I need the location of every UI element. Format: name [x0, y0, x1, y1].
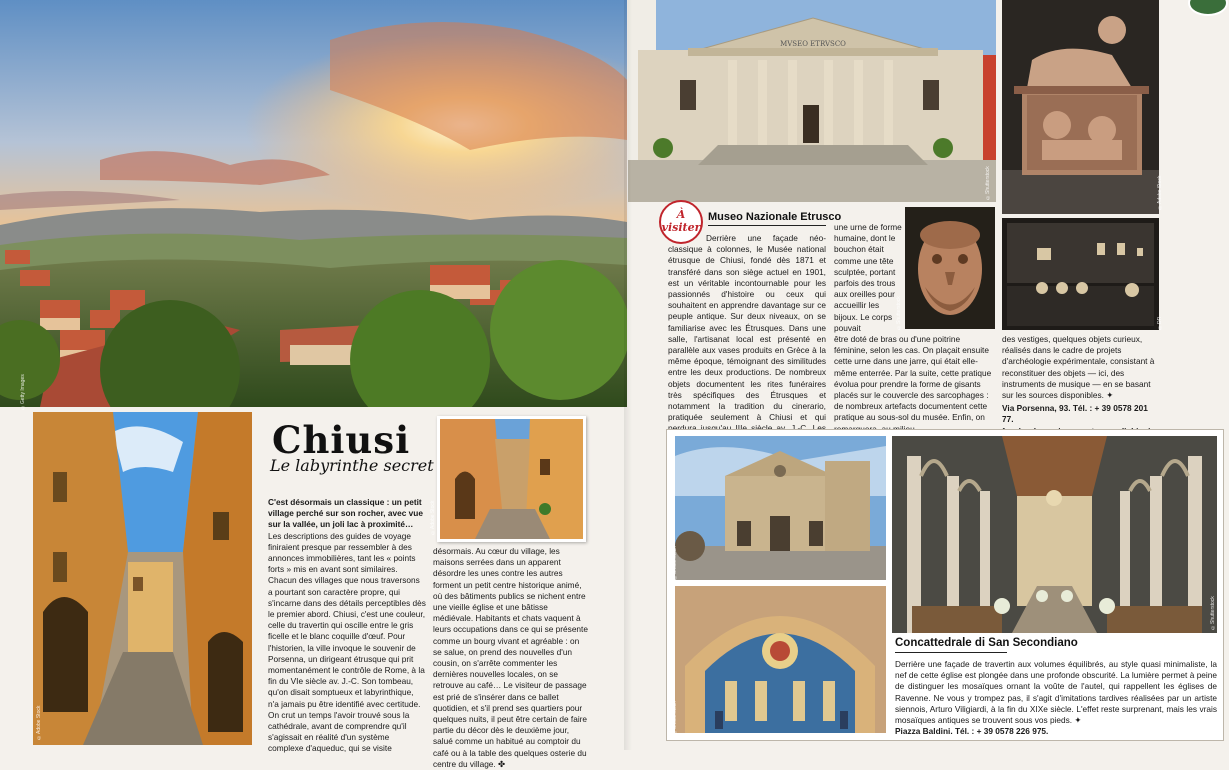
urn-photo: [1002, 0, 1159, 214]
photo-credit: ©Adobe Stock: [430, 500, 436, 535]
photo-credit: ©Getty Images: [20, 374, 26, 410]
photo-credit: ©Shutterstock: [985, 166, 991, 200]
museum-column-3: [1002, 334, 1160, 437]
museum-address: Via Porsenna, 93. Tél. : + 39 0578 201 77.: [1002, 403, 1148, 425]
cathedral-title: Concattedrale di San Secondiano: [895, 637, 1078, 649]
street-photo: [437, 416, 586, 542]
church-photo: [675, 436, 886, 580]
museum-text-2a: une urne de forme humaine, dont le bouchon était comme une tête sculptée, portant parfois des trous aux oreilles pour accueillir les bijoux. Le corps pouvait: [834, 222, 902, 333]
photo-credit: ©Shutterstock: [672, 546, 678, 580]
cathedral-title-rule: [895, 652, 1007, 653]
article-subtitle: Le labyrinthe secret: [270, 456, 434, 475]
mosaic-photo: [675, 586, 886, 733]
cathedral-address: Piazza Baldini. Tél. : + 39 0578 226 975.: [895, 726, 1049, 737]
cathedral-text: Derrière une façade de travertin aux volumes équilibrés, au style quasi minimaliste, la nef de cette église est plongée dans une profonde obscurité. La lumière permet à peine de distinguer les mosaïques ornant la voûte de l'autel, qui rappellent les églises de Ravenne. Ne vous y trompez pas, il s'agit d'imitations tardives réalisées par un artiste siennois, Arturo Viligiardi, à la fin du XIXe siècle. L'effet reste surprenant, mais les vrais mosaïques antiques se trouvent sous vos pieds. ✦: [895, 659, 1217, 726]
page-fold: [624, 0, 632, 750]
museum-pediment-text: MVSEO ETRVSCO: [780, 40, 846, 48]
museum-column-2b: [834, 334, 994, 435]
article-body-2: désormais. Au cœur du village, les maisons serrées dans un apparent désordre les unes contre les autres forment un petit centre historique animé, où des bâtiments publics se nichent entre une vieille église et une bâtisse médiévale. Habitants et chats vaquent à leurs occupations dans ce qui se présente comme un bourg vivant et agréable : on se salue, on prend des nouvelles d'un cousin, on s'arrête commenter les dernières nouvelles locales, on se retrouve au café… Le visiteur de passage est prié de s'insérer dans ce ballet quotidien, et s'il prend ses quartiers pour quelques nuits, il peut être certain de faire partie du décor dès le deuxième jour, salué comme un habitué au comptoir du café ou à la table des quelques osterie du centre du village. ✤: [433, 546, 588, 769]
article-lead: C'est désormais un classique : un petit village perché sur son rocher, avec vue sur la vallée, un joli lac à proximité…: [268, 497, 423, 530]
head-sculpture-photo: [905, 207, 995, 329]
museum-column-2a: [834, 222, 902, 334]
nave-photo: [892, 436, 1217, 633]
article-column-1: [268, 497, 426, 755]
museum-text-2b: être doté de bras ou d'une poitrine féminine, selon les cas. On plaçait ensuite cette urne dans une jarre, qui était elle-même enterrée. Par la suite, cette pratique évolua pour prendre la forme de gisants placés sur le couvercle des sarcophages : de nombreux artefacts documentent cette pratique au sous-sol du musée. Enfin, on: [834, 334, 992, 423]
alley-photo: [33, 412, 252, 745]
museum-title: Museo Nazionale Etrusco: [708, 211, 842, 223]
museum-text-3: des vestiges, quelques objets curieux, réalisés dans le cadre de projets d'archéologie expérimentale, consistant à reconstituer des objets — ici, des instruments de musique — en se basant sur les sources disponibles. ✦: [1002, 334, 1155, 401]
badge-line-1: À: [676, 208, 686, 221]
museum-column-1: [668, 233, 826, 446]
photo-credit: ©Adobe Stock: [1157, 175, 1163, 210]
photo-credit: ©Shutterstock: [672, 701, 678, 735]
cathedral-text-block: [895, 659, 1217, 737]
photo-credit: ©DR: [1157, 316, 1163, 330]
corner-logo-icon: [1188, 0, 1228, 16]
article-title: Chiusi: [272, 418, 411, 462]
photo-credit: ©Shutterstock: [896, 296, 902, 330]
vitrine-photo: [1002, 218, 1159, 330]
museum-text-1: Derrière une façade néo-classique à colonnes, le Musée national étrusque de Chiusi, fondé dès 1871 et transféré dans son siège actuel en 1901, est un véritable incontournable pour les passionnés d'histoire ou ceux qui souhaitent en apprendre davantage sur ce peuple antique. Sur deux niveaux, on se familiarise avec les Étrusques. Dans une salle, l'artisanat local est présenté en parallèle aux vases produits en Grèce à la même époque, témoignant des similitudes entre les deux productions. De nombreux objets documentent les rites funéraires très spécifiques des Étrusques et notamment la tradition du cinerario, pratiquée seulement à Chiusi et qui: [668, 233, 826, 423]
badge-line-2: visiter: [661, 221, 701, 234]
landscape-photo: [0, 0, 627, 407]
photo-credit: ©Adobe Stock: [36, 705, 42, 740]
article-body-1: Les descriptions des guides de voyage finiraient presque par ressembler à des annonces immobilières, tant les « points forts » mis en avant sont similaires. Chacun des villages que nous traversons a pourtant son caractère propre, qui s'incarne dans des détails perceptibles dès le premier abord. Chiusi, c'est une couleur, celle du travertin qui oscille entre le gris ficelle et le blanc coquille d'œuf. Pour l'historien, la ville invoque le souvenir de Porsenna, un dirigeant étrusque qui prit momentanément le contrôle de Rome, à la fin du VIe siècle av. J.-C. Son tombeau, qu'on disait somptueux et labyrinthique, n'a jamais pu être identifié avec certitude. On crut un temps l'avoir trouvé sous la cathédrale, avant de comprendre qu'il s'agissait en réalité d'un système complexe d'aqueduc, qui se visite: [268, 530, 426, 754]
museum-photo: [628, 0, 996, 202]
article-column-2: [433, 546, 588, 770]
title-rule: [708, 225, 826, 226]
photo-credit: ©Shutterstock: [1210, 596, 1216, 630]
